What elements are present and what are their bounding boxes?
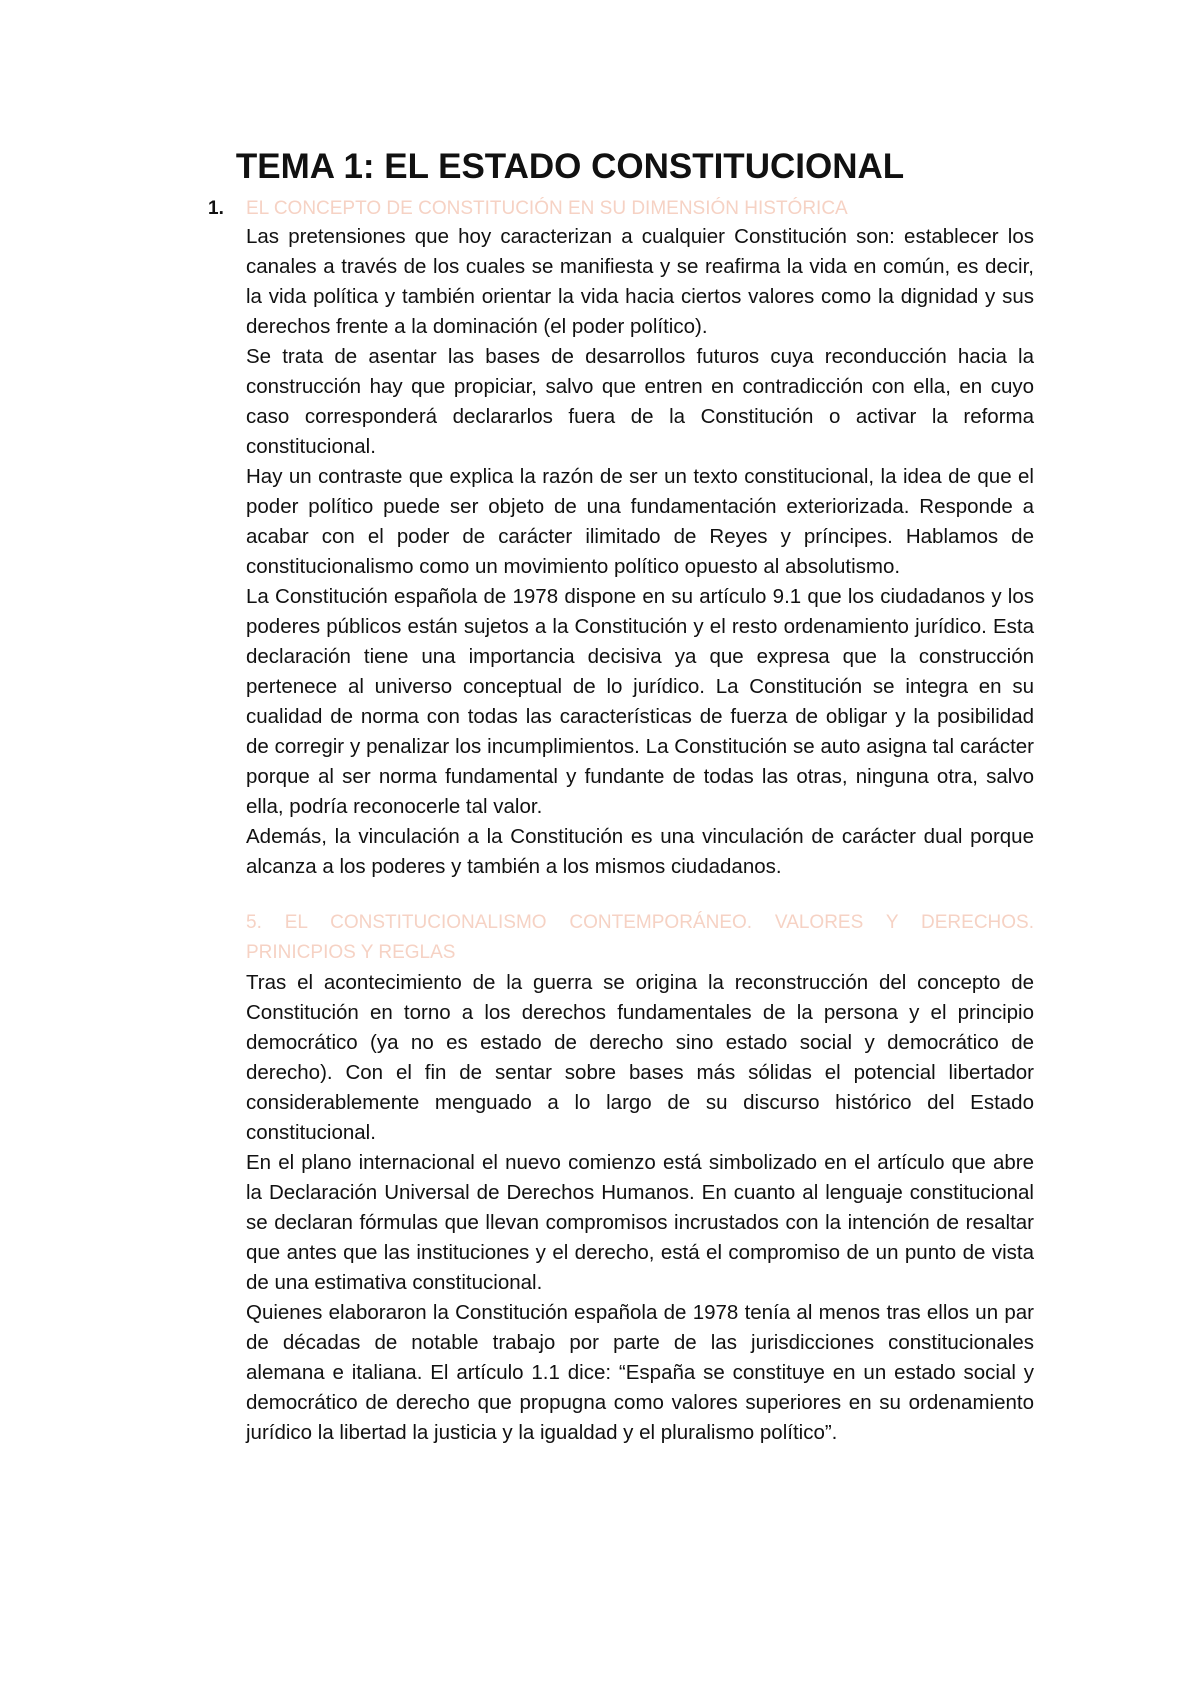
section-5-paragraph-1: Tras el acontecimiento de la guerra se origina la reconstrucción del concepto de Constitución en torno a los derechos fundamentales de la persona y el principio democrático (ya no es estado de derecho sino estado social y democrático de derecho). Con el fin de sentar sobre bases más sólidas el potencial libertador considerablemente menguado a lo largo de su discurso histórico del Estado constitucional. <box>246 971 1034 1144</box>
document-title: TEMA 1: EL ESTADO CONSTITUCIONAL <box>235 147 905 186</box>
section-5-heading: 5. EL CONSTITUCIONALISMO CONTEMPORÁNEO. VALORES Y DERECHOS. PRINICPIOS Y REGLAS <box>246 912 1034 963</box>
section-5-paragraph-3: Quienes elaboraron la Constitución española de 1978 tenía al menos tras ellos un par de décadas de notable trabajo por parte de las jurisdicciones constitucionales alemana e italiana. El artículo 1.1 dice: “España se constituye en un estado social y democrático de derecho que propugna como valores superiores en su ordenamiento jurídico la libertad la justicia y la igualdad y el pluralismo político”. <box>246 1301 1034 1444</box>
document-body <box>208 196 1034 1448</box>
section-1-paragraph-2: Se trata de asentar las bases de desarrollos futuros cuya reconducción hacia la construcción hay que propiciar, salvo que entren en contradicción con ella, en cuyo caso corresponderá declararlos fuera de la Constitución o activar la reforma constitucional. <box>246 345 1034 458</box>
section-5-paragraph-2: En el plano internacional el nuevo comienzo está simbolizado en el artículo que abre la Declaración Universal de Derechos Humanos. En cuanto al lenguaje constitucional se declaran fórmulas que llevan compromisos incrustados con la intención de resaltar que antes que las instituciones y el derecho, está el compromiso de un punto de vista de una estimativa constitucional. <box>246 1151 1034 1294</box>
section-1-paragraph-3: Hay un contraste que explica la razón de ser un texto constitucional, la idea de que el poder político puede ser objeto de una fundamentación exteriorizada. Responde a acabar con el poder de carácter ilimitado de Reyes y príncipes. Hablamos de constitucionalismo como un movimiento político opuesto al absolutismo. <box>246 465 1034 578</box>
section-1-heading: EL CONCEPTO DE CONSTITUCIÓN EN SU DIMENSIÓN HISTÓRICA <box>246 198 848 219</box>
section-1-heading-row <box>208 196 1034 222</box>
section-1-paragraph-1: Las pretensiones que hoy caracterizan a cualquier Constitución son: establecer los canales a través de los cuales se manifiesta y se reafirma la vida en común, es decir, la vida política y también orientar la vida hacia ciertos valores como la dignidad y sus derechos frente a la dominación (el poder político). <box>246 225 1034 338</box>
section-spacer <box>246 882 1034 908</box>
section-1-paragraph-4: La Constitución española de 1978 dispone en su artículo 9.1 que los ciudadanos y los poderes públicos están sujetos a la Constitución y el resto ordenamiento jurídico. Esta declaración tiene una importancia decisiva ya que expresa que la construcción pertenece al universo conceptual de lo jurídico. La Constitución se integra en su cualidad de norma con todas las características de fuerza de obligar y la posibilidad de corregir y penalizar los incumplimientos. La Constitución se auto asigna tal carácter porque al ser norma fundamental y fundante de todas las otras, ninguna otra, salvo ella, podría reconocerle tal valor. <box>246 585 1034 818</box>
section-1-number: 1. <box>208 198 224 219</box>
section-1-paragraph-5: Además, la vinculación a la Constitución es una vinculación de carácter dual porque alcanza a los poderes y también a los mismos ciudadanos. <box>246 825 1034 878</box>
